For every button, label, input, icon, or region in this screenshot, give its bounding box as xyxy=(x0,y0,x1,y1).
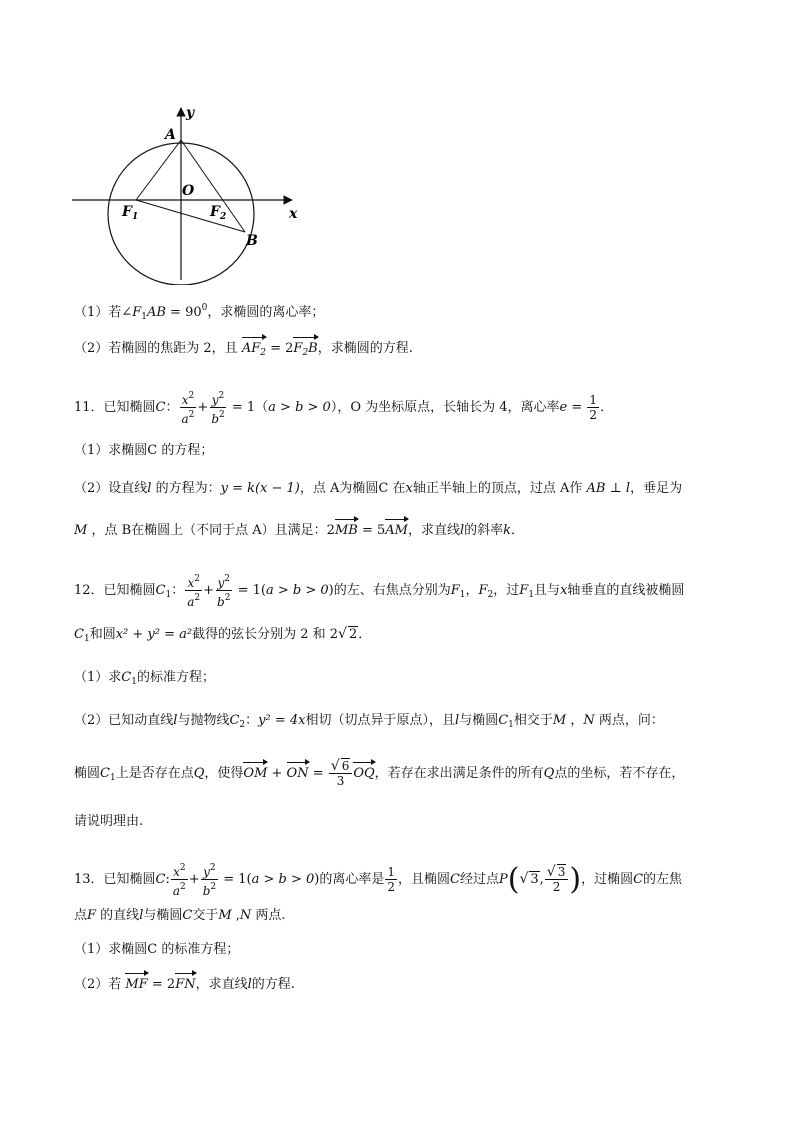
q10-part1: （1）若$\angle F_1AB = 90^0$，求椭圆的离心率； xyxy=(74,303,325,322)
q10-part2: （2）若椭圆的焦距为 2，且 $AF_2 = 2F_2B$，求椭圆的方程. xyxy=(74,339,413,363)
ellipse-figure xyxy=(60,100,310,285)
label-F2: $F_2$ xyxy=(210,204,227,222)
segment-F1A xyxy=(136,140,181,200)
q13-part2: （2）若 MF = 2FN，求直线l的方程. xyxy=(74,975,295,995)
q11-part2-line2: M ，点 B在椭圆上（不同于点 A）且满足：2MB = 5AM，求直线l的斜率k． xyxy=(74,521,524,541)
q12-part1: （1）求$C_1$的标准方程； xyxy=(74,670,215,687)
q12-stem-line2: $C_1$和圆x² + y² = a²截得的弦长分别为 2 和 2√ 2． xyxy=(74,626,372,644)
q11-stem: 11．已知椭圆C： $\frac{x^2}{a^2}$ + $\frac{y^2}{b^2}$ = 1（a > b > 0），O 为坐标原点，长轴长为 4，离心率e = $\frac{1}{2}$ ． xyxy=(74,391,614,426)
q13-stem-line1: 13．已知椭圆C: $\frac{x^2}{a^2}$ + $\frac{y^2}{b^2}$ = 1(a > b > 0)的离心率是 $\frac{1}{2}$ ，且椭圆C经过点P(√ 3, $\frac{√ 3}{2}$ )，过椭圆C的左焦 xyxy=(74,862,683,898)
q11-part2-line1: （2）设直线l 的方程为：y = k(x − 1)，点 A为椭圆C 在x轴正半轴上的顶点，过点 A作 AB ⊥ l，垂足为 xyxy=(74,481,683,496)
q12-part2-line2: 椭圆$C_1$上是否存在点Q，使得OM + ON = $\frac{√ 6}{3}$ OQ，若存在求出满足条件的所有Q点的坐标，若不存在， xyxy=(74,758,685,788)
q13-part1: （1）求椭圆C 的标准方程； xyxy=(74,942,240,957)
q13-stem-line2: 点F 的直线l与椭圆C交于M ,N 两点. xyxy=(74,908,286,923)
q12-stem-line1: 12．已知椭圆$C_1$： $\frac{x^2}{a^2}$ + $\frac{y^2}{b^2}$ = 1(a > b > 0)的左、右焦点分别为$F_1$，$F_2$，过$F_1$且与x轴垂直的直线被椭圆 xyxy=(74,574,685,609)
label-x: x xyxy=(289,206,298,222)
label-O: O xyxy=(182,183,195,199)
q12-part2-line3: 请说明理由. xyxy=(74,814,144,829)
label-y: y xyxy=(186,105,195,121)
label-B: B xyxy=(246,233,258,249)
label-F1: $F_1$ xyxy=(122,204,139,222)
q12-part2-line1: （2）已知动直线l与抛物线$C_2$：y² = 4x相切（切点异于原点），且l与椭圆$C_1$相交于M ，N 两点，问： xyxy=(74,713,664,730)
label-A: A xyxy=(165,127,176,143)
segment-F1B xyxy=(136,200,245,232)
q11-part1: （1）求椭圆C 的方程； xyxy=(74,443,214,458)
